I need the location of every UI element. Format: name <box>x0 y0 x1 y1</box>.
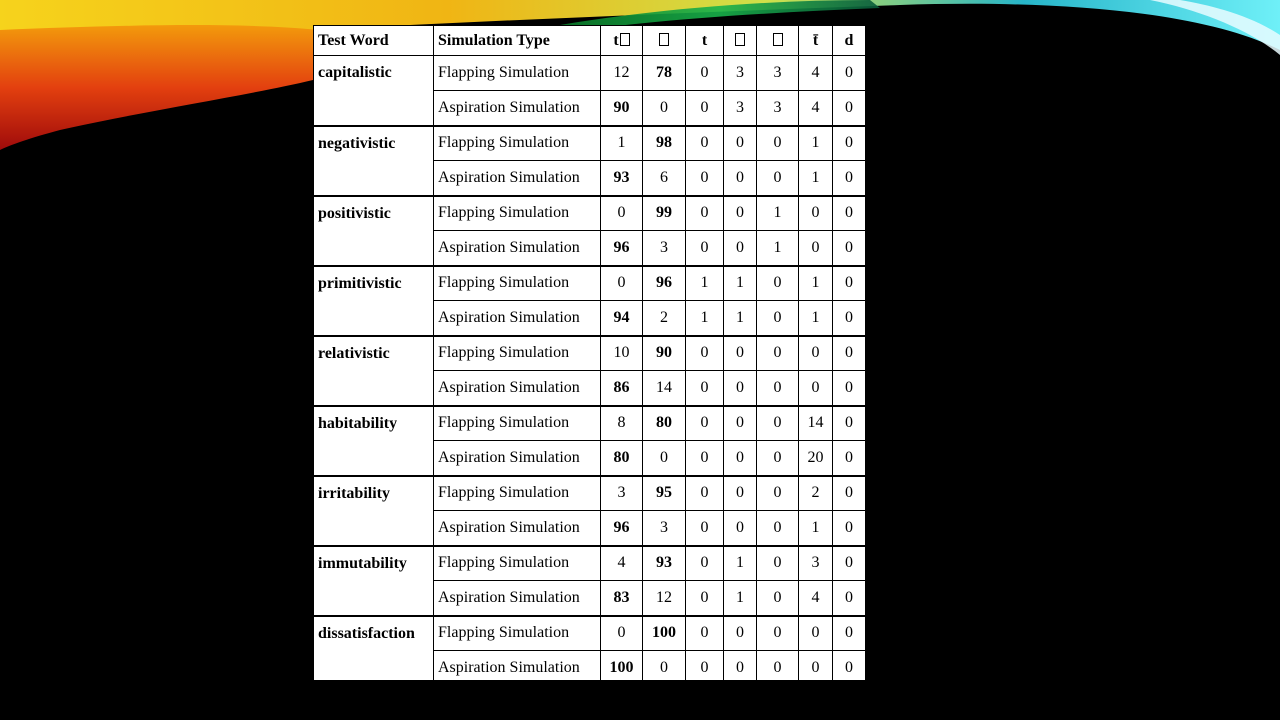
value-cell: 0 <box>799 196 833 231</box>
value-cell: 0 <box>757 546 799 581</box>
table-row <box>314 406 866 441</box>
value-cell: 1 <box>724 266 757 301</box>
column-header-label: d <box>844 31 854 49</box>
value-cell: 1 <box>799 266 833 301</box>
simulation-type-cell: Aspiration Simulation <box>434 581 601 616</box>
value-cell: 4 <box>799 581 833 616</box>
column-header-1 <box>434 26 601 56</box>
value-cell: 0 <box>833 546 866 581</box>
missing-glyph-icon <box>659 33 669 46</box>
value-cell: 0 <box>643 91 686 126</box>
value-cell: 0 <box>833 126 866 161</box>
value-cell: 0 <box>757 266 799 301</box>
value-cell: 0 <box>686 581 724 616</box>
value-cell: 0 <box>686 161 724 196</box>
value-cell: 0 <box>833 336 866 371</box>
value-cell: 14 <box>643 371 686 406</box>
value-cell: 0 <box>833 196 866 231</box>
test-word-cell: capitalistic <box>314 56 434 126</box>
value-cell: 1 <box>799 161 833 196</box>
value-cell: 0 <box>686 91 724 126</box>
value-cell: 0 <box>799 336 833 371</box>
simulation-type-cell: Flapping Simulation <box>434 616 601 651</box>
column-header-label: t̄ <box>812 31 819 49</box>
value-cell: 4 <box>601 546 643 581</box>
value-cell: 95 <box>643 476 686 511</box>
value-cell: 80 <box>643 406 686 441</box>
table-row <box>314 616 866 651</box>
value-cell: 0 <box>833 406 866 441</box>
value-cell: 96 <box>643 266 686 301</box>
value-cell: 4 <box>799 91 833 126</box>
value-cell: 96 <box>601 231 643 266</box>
value-cell: 0 <box>686 616 724 651</box>
simulation-type-cell: Flapping Simulation <box>434 266 601 301</box>
value-cell: 12 <box>643 581 686 616</box>
test-word-cell: primitivistic <box>314 266 434 336</box>
value-cell: 0 <box>686 651 724 686</box>
table-row <box>314 546 866 581</box>
column-header-6 <box>757 26 799 56</box>
value-cell: 96 <box>601 511 643 546</box>
value-cell: 0 <box>799 616 833 651</box>
value-cell: 0 <box>833 476 866 511</box>
test-word-cell: relativistic <box>314 336 434 406</box>
value-cell: 1 <box>799 511 833 546</box>
value-cell: 0 <box>643 651 686 686</box>
value-cell: 3 <box>643 511 686 546</box>
value-cell: 0 <box>833 161 866 196</box>
value-cell: 0 <box>686 126 724 161</box>
value-cell: 80 <box>601 441 643 476</box>
value-cell: 4 <box>799 56 833 91</box>
value-cell: 0 <box>757 441 799 476</box>
value-cell: 0 <box>799 651 833 686</box>
column-header-label: t <box>613 31 619 49</box>
value-cell: 0 <box>724 196 757 231</box>
value-cell: 0 <box>724 406 757 441</box>
value-cell: 0 <box>724 336 757 371</box>
simulation-type-cell: Flapping Simulation <box>434 196 601 231</box>
value-cell: 0 <box>757 371 799 406</box>
simulation-type-cell: Flapping Simulation <box>434 336 601 371</box>
header-row <box>314 26 866 56</box>
value-cell: 98 <box>643 126 686 161</box>
value-cell: 0 <box>724 126 757 161</box>
value-cell: 0 <box>833 581 866 616</box>
value-cell: 93 <box>643 546 686 581</box>
value-cell: 3 <box>757 56 799 91</box>
value-cell: 2 <box>643 301 686 336</box>
value-cell: 0 <box>799 231 833 266</box>
value-cell: 99 <box>643 196 686 231</box>
value-cell: 0 <box>686 56 724 91</box>
value-cell: 0 <box>686 196 724 231</box>
value-cell: 0 <box>686 441 724 476</box>
value-cell: 78 <box>643 56 686 91</box>
simulation-type-cell: Flapping Simulation <box>434 546 601 581</box>
value-cell: 0 <box>757 161 799 196</box>
value-cell: 94 <box>601 301 643 336</box>
value-cell: 0 <box>799 371 833 406</box>
value-cell: 20 <box>799 441 833 476</box>
value-cell: 3 <box>724 56 757 91</box>
value-cell: 0 <box>757 301 799 336</box>
value-cell: 3 <box>601 476 643 511</box>
column-header-label: Simulation Type <box>438 31 550 49</box>
value-cell: 0 <box>833 651 866 686</box>
column-header-2 <box>601 26 643 56</box>
value-cell: 0 <box>601 196 643 231</box>
simulation-type-cell: Aspiration Simulation <box>434 441 601 476</box>
value-cell: 0 <box>757 336 799 371</box>
value-cell: 86 <box>601 371 643 406</box>
value-cell: 90 <box>643 336 686 371</box>
test-word-cell: irritability <box>314 476 434 546</box>
table-row <box>314 476 866 511</box>
value-cell: 3 <box>757 91 799 126</box>
value-cell: 0 <box>833 91 866 126</box>
simulation-type-cell: Flapping Simulation <box>434 56 601 91</box>
value-cell: 93 <box>601 161 643 196</box>
value-cell: 0 <box>833 511 866 546</box>
table-row <box>314 196 866 231</box>
value-cell: 0 <box>833 56 866 91</box>
value-cell: 0 <box>833 371 866 406</box>
column-header-8 <box>833 26 866 56</box>
value-cell: 0 <box>724 511 757 546</box>
value-cell: 0 <box>757 406 799 441</box>
simulation-type-cell: Aspiration Simulation <box>434 231 601 266</box>
table-body <box>314 56 866 686</box>
value-cell: 0 <box>833 441 866 476</box>
simulation-type-cell: Aspiration Simulation <box>434 651 601 686</box>
value-cell: 83 <box>601 581 643 616</box>
value-cell: 0 <box>757 616 799 651</box>
value-cell: 1 <box>686 266 724 301</box>
column-header-0 <box>314 26 434 56</box>
value-cell: 0 <box>757 581 799 616</box>
value-cell: 1 <box>601 126 643 161</box>
value-cell: 0 <box>686 231 724 266</box>
value-cell: 1 <box>799 126 833 161</box>
value-cell: 0 <box>833 231 866 266</box>
value-cell: 2 <box>799 476 833 511</box>
table-row <box>314 56 866 91</box>
value-cell: 3 <box>799 546 833 581</box>
value-cell: 0 <box>724 441 757 476</box>
value-cell: 0 <box>724 651 757 686</box>
value-cell: 0 <box>724 231 757 266</box>
simulation-type-cell: Aspiration Simulation <box>434 301 601 336</box>
value-cell: 0 <box>686 546 724 581</box>
simulation-type-cell: Flapping Simulation <box>434 406 601 441</box>
value-cell: 0 <box>724 476 757 511</box>
simulation-type-cell: Flapping Simulation <box>434 126 601 161</box>
value-cell: 1 <box>686 301 724 336</box>
value-cell: 0 <box>686 476 724 511</box>
column-header-label: t <box>701 31 708 49</box>
column-header-7 <box>799 26 833 56</box>
column-header-5 <box>724 26 757 56</box>
data-table-container <box>313 25 865 680</box>
value-cell: 0 <box>757 126 799 161</box>
value-cell: 0 <box>724 616 757 651</box>
value-cell: 14 <box>799 406 833 441</box>
value-cell: 12 <box>601 56 643 91</box>
value-cell: 6 <box>643 161 686 196</box>
value-cell: 3 <box>724 91 757 126</box>
value-cell: 1 <box>799 301 833 336</box>
value-cell: 90 <box>601 91 643 126</box>
missing-glyph-icon <box>620 33 630 46</box>
test-word-cell: immutability <box>314 546 434 616</box>
value-cell: 1 <box>724 301 757 336</box>
table-row <box>314 266 866 301</box>
value-cell: 1 <box>757 231 799 266</box>
table-row <box>314 126 866 161</box>
value-cell: 3 <box>643 231 686 266</box>
column-header-label: Test Word <box>318 31 389 49</box>
value-cell: 0 <box>757 511 799 546</box>
value-cell: 10 <box>601 336 643 371</box>
value-cell: 0 <box>833 616 866 651</box>
value-cell: 0 <box>686 336 724 371</box>
simulation-type-cell: Aspiration Simulation <box>434 511 601 546</box>
value-cell: 1 <box>724 546 757 581</box>
value-cell: 0 <box>686 511 724 546</box>
value-cell: 0 <box>686 406 724 441</box>
missing-glyph-icon <box>773 33 783 46</box>
test-word-cell: positivistic <box>314 196 434 266</box>
value-cell: 0 <box>833 266 866 301</box>
test-word-cell: negativistic <box>314 126 434 196</box>
value-cell: 0 <box>757 651 799 686</box>
value-cell: 0 <box>757 476 799 511</box>
simulation-results-table <box>313 25 866 686</box>
value-cell: 0 <box>601 266 643 301</box>
column-header-4 <box>686 26 724 56</box>
value-cell: 100 <box>601 651 643 686</box>
simulation-type-cell: Flapping Simulation <box>434 476 601 511</box>
value-cell: 0 <box>601 616 643 651</box>
value-cell: 0 <box>724 371 757 406</box>
value-cell: 8 <box>601 406 643 441</box>
missing-glyph-icon <box>735 33 745 46</box>
value-cell: 100 <box>643 616 686 651</box>
column-header-3 <box>643 26 686 56</box>
value-cell: 0 <box>686 371 724 406</box>
value-cell: 0 <box>724 161 757 196</box>
simulation-type-cell: Aspiration Simulation <box>434 161 601 196</box>
simulation-type-cell: Aspiration Simulation <box>434 91 601 126</box>
value-cell: 1 <box>724 581 757 616</box>
simulation-type-cell: Aspiration Simulation <box>434 371 601 406</box>
test-word-cell: dissatisfaction <box>314 616 434 686</box>
value-cell: 0 <box>643 441 686 476</box>
value-cell: 1 <box>757 196 799 231</box>
test-word-cell: habitability <box>314 406 434 476</box>
table-row <box>314 336 866 371</box>
value-cell: 0 <box>833 301 866 336</box>
